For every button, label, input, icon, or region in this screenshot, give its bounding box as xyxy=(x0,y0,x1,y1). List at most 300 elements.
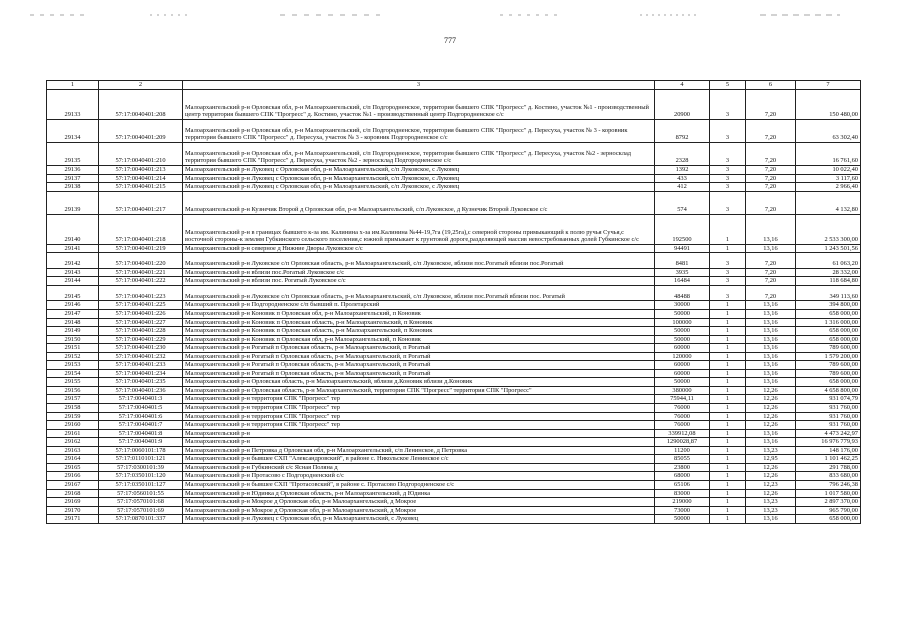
area-cell: 192500 xyxy=(655,214,710,244)
location-description-cell: Малоархангельский р-н xyxy=(183,429,655,438)
cadastral-number-cell: 57:17:0040401:3 xyxy=(99,395,183,404)
category-cell: 1 xyxy=(710,463,746,472)
rate-cell: 13,16 xyxy=(746,310,796,319)
location-description-cell: Малоархангельский р-н северное д Нижние Дворы Луковское с/с xyxy=(183,244,655,253)
cadastral-value-cell: 1 243 501,56 xyxy=(796,244,861,253)
table-row xyxy=(47,404,861,413)
location-description-cell: Малоархангельский р-н бывшее СХП "Александровский", в районе с. Никольское Ленинское с/с xyxy=(183,455,655,464)
cadastral-value-cell: 148 176,00 xyxy=(796,446,861,455)
location-description-cell: Малоархангельский р-н Луковское с/п Орловская область, р-н Малоархангельский, с/п Луковское, вблизи пос.Рогатый вблизи пос.Рогатый xyxy=(183,253,655,269)
cadastral-value-cell: 931 760,00 xyxy=(796,404,861,413)
cadastral-number-cell: 57:17:0350101:120 xyxy=(99,472,183,481)
category-cell: 1 xyxy=(710,327,746,336)
area-cell: 433 xyxy=(655,174,710,183)
cadastral-number-cell: 57:17:0040401:236 xyxy=(99,386,183,395)
category-cell: 1 xyxy=(710,378,746,387)
table-row xyxy=(47,327,861,336)
category-cell: 1 xyxy=(710,472,746,481)
cadastral-number-cell: 57:17:0040401:226 xyxy=(99,310,183,319)
cadastral-value-cell: 28 332,00 xyxy=(796,268,861,277)
row-number-cell: 29149 xyxy=(47,327,99,336)
cadastral-number-cell: 57:17:0040401:221 xyxy=(99,268,183,277)
cadastral-number-cell: 57:17:0060101:178 xyxy=(99,446,183,455)
cadastral-number-cell: 57:17:0040401:9 xyxy=(99,438,183,447)
category-cell: 1 xyxy=(710,244,746,253)
location-description-cell: Малоархангельский р-н территория СПК "Прогресс" тер xyxy=(183,404,655,413)
header-col-4: 4 xyxy=(655,81,710,90)
rate-cell: 12,26 xyxy=(746,421,796,430)
category-cell: 1 xyxy=(710,214,746,244)
table-row xyxy=(47,472,861,481)
location-description-cell: Малоархангельский р-н Протасово с Подгородненский с/с xyxy=(183,472,655,481)
cadastral-number-cell: 57:17:0040401:233 xyxy=(99,361,183,370)
location-description-cell: Малоархангельский р-н Луковец с Орловская обл, р-н Малоархангельский, с/п Луковское, с Луковец xyxy=(183,166,655,175)
category-cell: 1 xyxy=(710,506,746,515)
location-description-cell: Малоархангельский р-н территория СПК "Прогресс" тер xyxy=(183,421,655,430)
cadastral-value-cell: 349 113,60 xyxy=(796,285,861,301)
rate-cell: 13,23 xyxy=(746,498,796,507)
area-cell: 339912,08 xyxy=(655,429,710,438)
row-number-cell: 29156 xyxy=(47,386,99,395)
table-row xyxy=(47,438,861,447)
rate-cell: 7,20 xyxy=(746,174,796,183)
header-col-5: 5 xyxy=(710,81,746,90)
cadastral-value-cell: 796 246,38 xyxy=(796,480,861,489)
category-cell: 3 xyxy=(710,183,746,192)
cadastral-number-cell: 57:17:0040401:232 xyxy=(99,352,183,361)
row-number-cell: 29165 xyxy=(47,463,99,472)
rate-cell: 13,16 xyxy=(746,369,796,378)
location-description-cell: Малоархангельский р-н Орловская обл, р-н Малоархангельский, с/п Подгородненское, территория бывшего СПК "Прогресс" д. Пересуха, участок №2 - зерносклад территория бывшего СПК "Прогресс" д. Пересуха, участок №2 - зерносклад Подгородненское с/с xyxy=(183,143,655,166)
row-number-cell: 29142 xyxy=(47,253,99,269)
cadastral-value-cell: 61 063,20 xyxy=(796,253,861,269)
area-cell: 50000 xyxy=(655,327,710,336)
table-row xyxy=(47,369,861,378)
location-description-cell: Малоархангельский р-н Луковец с Орловская обл, р-н Малоархангельский, с/п Луковское, с Луковец xyxy=(183,174,655,183)
rate-cell: 7,20 xyxy=(746,90,796,120)
table-row xyxy=(47,480,861,489)
area-cell: 48488 xyxy=(655,285,710,301)
table-row xyxy=(47,143,861,166)
category-cell: 1 xyxy=(710,369,746,378)
location-description-cell: Малоархангельский р-н территория СПК "Прогресс" тер xyxy=(183,412,655,421)
category-cell: 1 xyxy=(710,498,746,507)
cadastral-number-cell: 57:17:0350101:127 xyxy=(99,480,183,489)
category-cell: 1 xyxy=(710,344,746,353)
cadastral-number-cell: 57:17:0040401:218 xyxy=(99,214,183,244)
category-cell: 3 xyxy=(710,191,746,214)
cadastral-number-cell: 57:17:0040401:217 xyxy=(99,191,183,214)
cadastral-number-cell: 57:17:0040401:219 xyxy=(99,244,183,253)
area-cell: 94491 xyxy=(655,244,710,253)
area-cell: 380000 xyxy=(655,386,710,395)
rate-cell: 13,16 xyxy=(746,515,796,524)
category-cell: 1 xyxy=(710,404,746,413)
location-description-cell: Малоархангельский р-н Луковец с Орловская обл, р-н Малоархангельский, с Луковец xyxy=(183,515,655,524)
cadastral-number-cell: 57:17:0040401:228 xyxy=(99,327,183,336)
area-cell: 60000 xyxy=(655,369,710,378)
cadastral-value-cell: 1 579 200,00 xyxy=(796,352,861,361)
area-cell: 3935 xyxy=(655,268,710,277)
cadastral-number-cell: 57:17:0040401:6 xyxy=(99,412,183,421)
cadastral-number-cell: 57:17:0040401:213 xyxy=(99,166,183,175)
row-number-cell: 29157 xyxy=(47,395,99,404)
header-col-2: 2 xyxy=(99,81,183,90)
rate-cell: 13,16 xyxy=(746,301,796,310)
cadastral-value-cell: 965 790,00 xyxy=(796,506,861,515)
category-cell: 1 xyxy=(710,446,746,455)
row-number-cell: 29163 xyxy=(47,446,99,455)
row-number-cell: 29151 xyxy=(47,344,99,353)
cadastral-value-cell: 2 533 300,00 xyxy=(796,214,861,244)
category-cell: 1 xyxy=(710,301,746,310)
table-row xyxy=(47,395,861,404)
location-description-cell: Малоархангельский р-н Мокрое д Орловская обл, р-н Малоархангельский, д Мокрое xyxy=(183,506,655,515)
table-row xyxy=(47,446,861,455)
location-description-cell: Малоархангельский р-н xyxy=(183,438,655,447)
row-number-cell: 29170 xyxy=(47,506,99,515)
rate-cell: 13,16 xyxy=(746,335,796,344)
row-number-cell: 29133 xyxy=(47,90,99,120)
row-number-cell: 29167 xyxy=(47,480,99,489)
table-row xyxy=(47,352,861,361)
rate-cell: 12,26 xyxy=(746,463,796,472)
row-number-cell: 29134 xyxy=(47,120,99,143)
cadastral-number-cell: 57:17:0300101:39 xyxy=(99,463,183,472)
rate-cell: 13,16 xyxy=(746,429,796,438)
table-row xyxy=(47,174,861,183)
rate-cell: 13,16 xyxy=(746,327,796,336)
row-number-cell: 29148 xyxy=(47,318,99,327)
table-row xyxy=(47,506,861,515)
table-header-row xyxy=(47,81,861,90)
table-row xyxy=(47,166,861,175)
cadastral-value-cell: 10 022,40 xyxy=(796,166,861,175)
cadastral-number-cell: 57:17:0870101:337 xyxy=(99,515,183,524)
header-col-3: 3 xyxy=(183,81,655,90)
location-description-cell: Малоархангельский р-н Орловская обл, р-н Малоархангельский, с/п Подгородненское, территория бывшего СПК "Прогресс" д. Пересуха, участок № 3 - коровник территория бывшего СПК "Прогресс" д. Пересуха, участок № 3 - коровник Подгородненское с/с xyxy=(183,120,655,143)
table-row xyxy=(47,90,861,120)
cadastral-number-cell: 57:17:0040401:230 xyxy=(99,344,183,353)
scan-artifact-marks xyxy=(0,12,905,18)
cadastral-number-cell: 57:17:0560101:55 xyxy=(99,489,183,498)
table-row xyxy=(47,191,861,214)
category-cell: 1 xyxy=(710,361,746,370)
table-row xyxy=(47,301,861,310)
row-number-cell: 29145 xyxy=(47,285,99,301)
cadastral-number-cell: 57:17:0040401:215 xyxy=(99,183,183,192)
row-number-cell: 29161 xyxy=(47,429,99,438)
category-cell: 1 xyxy=(710,395,746,404)
rate-cell: 7,20 xyxy=(746,143,796,166)
area-cell: 68000 xyxy=(655,472,710,481)
category-cell: 1 xyxy=(710,310,746,319)
area-cell: 1392 xyxy=(655,166,710,175)
rate-cell: 12,95 xyxy=(746,455,796,464)
cadastral-number-cell: 57:17:0040401:234 xyxy=(99,369,183,378)
area-cell: 2328 xyxy=(655,143,710,166)
location-description-cell: Малоархангельский р-н Луковец с Орловская обл, р-н Малоархангельский, с/п Луковское, с Луковец xyxy=(183,183,655,192)
cadastral-number-cell: 57:17:0570101:68 xyxy=(99,498,183,507)
rate-cell: 12,26 xyxy=(746,395,796,404)
rate-cell: 13,23 xyxy=(746,506,796,515)
row-number-cell: 29168 xyxy=(47,489,99,498)
row-number-cell: 29153 xyxy=(47,361,99,370)
area-cell: 412 xyxy=(655,183,710,192)
row-number-cell: 29137 xyxy=(47,174,99,183)
header-col-7: 7 xyxy=(796,81,861,90)
row-number-cell: 29160 xyxy=(47,421,99,430)
table-row xyxy=(47,268,861,277)
table-row xyxy=(47,421,861,430)
row-number-cell: 29162 xyxy=(47,438,99,447)
cadastral-value-cell: 291 788,00 xyxy=(796,463,861,472)
cadastral-number-cell: 57:17:0040401:235 xyxy=(99,378,183,387)
cadastral-value-cell: 394 800,00 xyxy=(796,301,861,310)
cadastral-value-cell: 931 074,79 xyxy=(796,395,861,404)
cadastral-number-cell: 57:17:0570101:69 xyxy=(99,506,183,515)
cadastral-number-cell: 57:17:0040401:208 xyxy=(99,90,183,120)
row-number-cell: 29150 xyxy=(47,335,99,344)
cadastral-value-cell: 63 302,40 xyxy=(796,120,861,143)
location-description-cell: Малоархангельский р-н Кузнечик Второй д Орловская обл, р-н Малоархангельский, с/п Луковское, д Кузнечик Второй Луковское с/с xyxy=(183,191,655,214)
table-row xyxy=(47,253,861,269)
cadastral-number-cell: 57:17:0110101:121 xyxy=(99,455,183,464)
row-number-cell: 29140 xyxy=(47,214,99,244)
row-number-cell: 29138 xyxy=(47,183,99,192)
row-number-cell: 29146 xyxy=(47,301,99,310)
category-cell: 3 xyxy=(710,90,746,120)
cadastral-value-cell: 833 680,00 xyxy=(796,472,861,481)
area-cell: 76000 xyxy=(655,404,710,413)
category-cell: 3 xyxy=(710,253,746,269)
table-row xyxy=(47,498,861,507)
category-cell: 1 xyxy=(710,489,746,498)
location-description-cell: Малоархангельский р-н Коновик п Орловская область, р-н Малоархангельский, п Коновик xyxy=(183,327,655,336)
cadastral-number-cell: 57:17:0040401:223 xyxy=(99,285,183,301)
cadastral-number-cell: 57:17:0040401:8 xyxy=(99,429,183,438)
table-row xyxy=(47,277,861,286)
location-description-cell: Малоархангельский р-н Подгородненское с/п бывший п. Пролетарский xyxy=(183,301,655,310)
cadastral-value-cell: 658 000,00 xyxy=(796,335,861,344)
table-row xyxy=(47,344,861,353)
cadastral-value-cell: 16 761,60 xyxy=(796,143,861,166)
row-number-cell: 29164 xyxy=(47,455,99,464)
cadastral-number-cell: 57:17:0040401:227 xyxy=(99,318,183,327)
row-number-cell: 29152 xyxy=(47,352,99,361)
table-row xyxy=(47,120,861,143)
cadastral-number-cell: 57:17:0040401:214 xyxy=(99,174,183,183)
land-register-table xyxy=(46,80,861,524)
table-row xyxy=(47,489,861,498)
area-cell: 50000 xyxy=(655,335,710,344)
table-row xyxy=(47,429,861,438)
category-cell: 3 xyxy=(710,166,746,175)
rate-cell: 13,16 xyxy=(746,344,796,353)
rate-cell: 13,16 xyxy=(746,438,796,447)
location-description-cell: Малоархангельский р-н Губкинский с/с Ясная Поляна д xyxy=(183,463,655,472)
location-description-cell: Малоархангельский р-н вблизи пос.Рогатый Луковское с/с xyxy=(183,268,655,277)
row-number-cell: 29141 xyxy=(47,244,99,253)
rate-cell: 13,16 xyxy=(746,352,796,361)
rate-cell: 12,26 xyxy=(746,404,796,413)
category-cell: 3 xyxy=(710,120,746,143)
category-cell: 1 xyxy=(710,515,746,524)
area-cell: 50000 xyxy=(655,515,710,524)
rate-cell: 7,20 xyxy=(746,268,796,277)
cadastral-number-cell: 57:17:0040401:225 xyxy=(99,301,183,310)
cadastral-value-cell: 789 600,00 xyxy=(796,369,861,378)
cadastral-value-cell: 1 101 462,25 xyxy=(796,455,861,464)
area-cell: 23800 xyxy=(655,463,710,472)
rate-cell: 13,16 xyxy=(746,318,796,327)
category-cell: 1 xyxy=(710,335,746,344)
row-number-cell: 29159 xyxy=(47,412,99,421)
location-description-cell: Малоархангельский р-н в границах бывшего к-за им. Калинина х-за им.Калинина №44-19,7га (19,25га),с северной стороны примыкающий к полю ручья Сучья,с восточной стороны-к землям Губкинского сельского поселения,с южной примыкает к грунтовой дороге,разделяющей массив невостребованных долей Губкинское с/с xyxy=(183,214,655,244)
area-cell: 60000 xyxy=(655,344,710,353)
area-cell: 83000 xyxy=(655,489,710,498)
rate-cell: 7,20 xyxy=(746,277,796,286)
rate-cell: 12,26 xyxy=(746,472,796,481)
row-number-cell: 29147 xyxy=(47,310,99,319)
row-number-cell: 29144 xyxy=(47,277,99,286)
category-cell: 1 xyxy=(710,352,746,361)
area-cell: 50000 xyxy=(655,378,710,387)
area-cell: 73000 xyxy=(655,506,710,515)
table-row xyxy=(47,515,861,524)
location-description-cell: Малоархангельский р-н Орловская область, р-н Малоархангельский, территория СПК "Прогресс" территория СПК "Прогресс" xyxy=(183,386,655,395)
row-number-cell: 29169 xyxy=(47,498,99,507)
cadastral-value-cell: 658 000,00 xyxy=(796,310,861,319)
area-cell: 8792 xyxy=(655,120,710,143)
row-number-cell: 29135 xyxy=(47,143,99,166)
category-cell: 3 xyxy=(710,143,746,166)
cadastral-value-cell: 658 000,00 xyxy=(796,515,861,524)
table-row xyxy=(47,335,861,344)
cadastral-value-cell: 2 966,40 xyxy=(796,183,861,192)
rate-cell: 7,20 xyxy=(746,285,796,301)
area-cell: 574 xyxy=(655,191,710,214)
rate-cell: 7,20 xyxy=(746,166,796,175)
row-number-cell: 29158 xyxy=(47,404,99,413)
row-number-cell: 29143 xyxy=(47,268,99,277)
area-cell: 120000 xyxy=(655,352,710,361)
rate-cell: 13,16 xyxy=(746,214,796,244)
location-description-cell: Малоархангельский р-н территория СПК "Прогресс" тер xyxy=(183,395,655,404)
table-row xyxy=(47,183,861,192)
cadastral-value-cell: 4 658 800,00 xyxy=(796,386,861,395)
cadastral-value-cell: 2 897 370,00 xyxy=(796,498,861,507)
category-cell: 3 xyxy=(710,285,746,301)
rate-cell: 13,16 xyxy=(746,378,796,387)
area-cell: 50000 xyxy=(655,310,710,319)
location-description-cell: Малоархангельский р-н Рогатый п Орловская область, р-н Малоархангельский, п Рогатый xyxy=(183,369,655,378)
area-cell: 20900 xyxy=(655,90,710,120)
rate-cell: 13,16 xyxy=(746,244,796,253)
rate-cell: 13,23 xyxy=(746,446,796,455)
cadastral-value-cell: 658 000,00 xyxy=(796,378,861,387)
location-description-cell: Малоархангельский р-н Луковское с/п Орловская область, р-н Малоархангельский, с/п Луковское, вблизи пос.Рогатый вблизи пос. Рогатый xyxy=(183,285,655,301)
area-cell: 85055 xyxy=(655,455,710,464)
header-col-6: 6 xyxy=(746,81,796,90)
location-description-cell: Малоархангельский р-н Орловская обл, р-н Малоархангельский, с/п Подгородненское, территория бывшего СПК "Прогресс" д. Костино, участок №1 - производственный центр территория бывшего СПК "Прогресс" д. Костино, участок №1 - производственный центр Подгородненское с/с xyxy=(183,90,655,120)
area-cell: 11200 xyxy=(655,446,710,455)
category-cell: 3 xyxy=(710,268,746,277)
category-cell: 1 xyxy=(710,318,746,327)
location-description-cell: Малоархангельский р-н Юдинка д Орловская область, р-н Малоархангельский, д Юдинка xyxy=(183,489,655,498)
category-cell: 1 xyxy=(710,429,746,438)
area-cell: 8481 xyxy=(655,253,710,269)
cadastral-value-cell: 16 976 779,93 xyxy=(796,438,861,447)
area-cell: 16484 xyxy=(655,277,710,286)
cadastral-number-cell: 57:17:0040401:222 xyxy=(99,277,183,286)
location-description-cell: Малоархангельский р-н Коновик п Орловская обл, р-н Малоархангельский, п Коновик xyxy=(183,335,655,344)
category-cell: 1 xyxy=(710,480,746,489)
rate-cell: 7,20 xyxy=(746,191,796,214)
cadastral-value-cell: 150 480,00 xyxy=(796,90,861,120)
location-description-cell: Малоархангельский р-н Коновик п Орловская область, р-н Малоархангельский, п Коновик xyxy=(183,318,655,327)
cadastral-number-cell: 57:17:0040401:229 xyxy=(99,335,183,344)
area-cell: 76000 xyxy=(655,412,710,421)
area-cell: 60000 xyxy=(655,361,710,370)
cadastral-value-cell: 931 760,00 xyxy=(796,421,861,430)
area-cell: 1290028,87 xyxy=(655,438,710,447)
rate-cell: 12,26 xyxy=(746,386,796,395)
cadastral-number-cell: 57:17:0040401:5 xyxy=(99,404,183,413)
cadastral-number-cell: 57:17:0040401:209 xyxy=(99,120,183,143)
cadastral-value-cell: 658 000,00 xyxy=(796,327,861,336)
location-description-cell: Малоархангельский р-н Коновик п Орловская обл, р-н Малоархангельский, п Коновик xyxy=(183,310,655,319)
page-number: 777 xyxy=(444,36,456,45)
rate-cell: 13,16 xyxy=(746,361,796,370)
area-cell: 219000 xyxy=(655,498,710,507)
table-row xyxy=(47,361,861,370)
rate-cell: 7,20 xyxy=(746,253,796,269)
cadastral-value-cell: 789 600,00 xyxy=(796,361,861,370)
table-row xyxy=(47,378,861,387)
row-number-cell: 29154 xyxy=(47,369,99,378)
area-cell: 75944,11 xyxy=(655,395,710,404)
table-row xyxy=(47,463,861,472)
location-description-cell: Малоархангельский р-н Рогатый п Орловская область, р-н Малоархангельский, п Рогатый xyxy=(183,344,655,353)
cadastral-number-cell: 57:17:0040401:210 xyxy=(99,143,183,166)
cadastral-value-cell: 789 600,00 xyxy=(796,344,861,353)
row-number-cell: 29166 xyxy=(47,472,99,481)
rate-cell: 12,26 xyxy=(746,412,796,421)
location-description-cell: Малоархангельский р-н Рогатый п Орловская область, р-н Малоархангельский, п Рогатый xyxy=(183,361,655,370)
cadastral-number-cell: 57:17:0040401:220 xyxy=(99,253,183,269)
table-row xyxy=(47,412,861,421)
area-cell: 100000 xyxy=(655,318,710,327)
rate-cell: 12,26 xyxy=(746,489,796,498)
table-row xyxy=(47,310,861,319)
table-row xyxy=(47,318,861,327)
category-cell: 1 xyxy=(710,438,746,447)
row-number-cell: 29155 xyxy=(47,378,99,387)
table-row xyxy=(47,455,861,464)
row-number-cell: 29171 xyxy=(47,515,99,524)
cadastral-value-cell: 1 316 000,00 xyxy=(796,318,861,327)
cadastral-value-cell: 931 760,00 xyxy=(796,412,861,421)
cadastral-value-cell: 3 117,60 xyxy=(796,174,861,183)
cadastral-value-cell: 4 473 242,97 xyxy=(796,429,861,438)
cadastral-value-cell: 4 132,80 xyxy=(796,191,861,214)
area-cell: 30000 xyxy=(655,301,710,310)
table-row xyxy=(47,244,861,253)
cadastral-number-cell: 57:17:0040401:7 xyxy=(99,421,183,430)
table-row xyxy=(47,386,861,395)
rate-cell: 7,20 xyxy=(746,183,796,192)
